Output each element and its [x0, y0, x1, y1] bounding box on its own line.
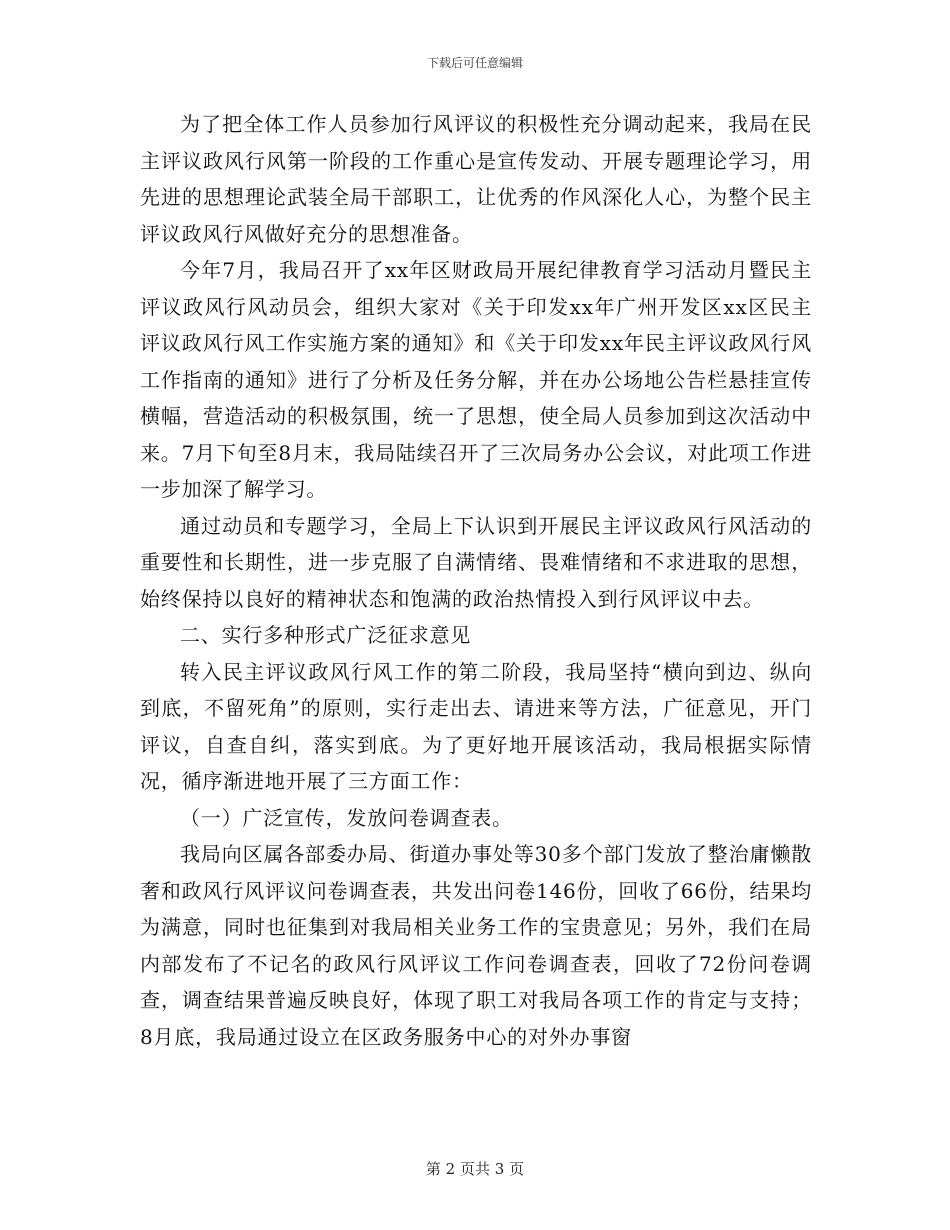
- subsection-heading: （一）广泛宣传，发放问卷调查表。: [180, 805, 513, 830]
- paragraph-1: 为了把全体工作人员参加行风评议的积极性充分调动起来，我局在民主评议政风行风第一阶段的工作重心是宣传发动、开展专题理论学习，用先进的思想理论武装全局干部职工，让优秀的作风深化人心，为整个民主评议政风行风做好充分的思想准备。: [140, 112, 812, 246]
- paragraph-2: 今年7月，我局召开了xx年区财政局开展纪律教育学习活动月暨民主评议政风行风动员会，组织大家对《关于印发xx年广州开发区xx区民主评议政风行风工作实施方案的通知》和《关于印发xx年民主评议政风行风工作指南的通知》进行了分析及任务分解，并在办公场地公告栏悬挂宣传横幅，营造活动的积极氛围，统一了思想，使全局人员参加到这次活动中来。7月下旬至8月末，我局陆续召开了三次局务办公会议，对此项工作进一步加深了解学习。: [140, 258, 812, 501]
- section-heading: 二、实行多种形式广泛征求意见: [180, 623, 472, 647]
- paragraph-3: 通过动员和专题学习，全局上下认识到开展民主评议政风行风活动的重要性和长期性，进一步克服了自满情绪、畏难情绪和不求进取的思想，始终保持以良好的精神状态和饱满的政治热情投入到行风评议中去。: [140, 513, 812, 611]
- page-header-note: 下载后可任意编辑: [426, 56, 523, 70]
- paragraph-4: 转入民主评议政风行风工作的第二阶段，我局坚持“横向到边、纵向到底，不留死角”的原则，实行走出去、请进来等方法，广征意见，开门评议，自查自纠，落实到底。为了更好地开展该活动，我局根据实际情况，循序渐进地开展了三方面工作：: [140, 659, 812, 793]
- page-number: 第 2 页共 3 页: [425, 1160, 525, 1178]
- document-body: [140, 106, 812, 1055]
- paragraph-5: 我局向区属各部委办局、街道办事处等30多个部门发放了整治庸懒散奢和政风行风评议问卷调查表，共发出问卷146份，回收了66份，结果均为满意，同时也征集到对我局相关业务工作的宝贵意见；另外，我们在局内部发布了不记名的政风行风评议工作问卷调查表，回收了72份问卷调查，调查结果普遍反映良好，体现了职工对我局各项工作的肯定与支持；8月底，我局通过设立在区政务服务中心的对外办事窗: [140, 842, 812, 1049]
